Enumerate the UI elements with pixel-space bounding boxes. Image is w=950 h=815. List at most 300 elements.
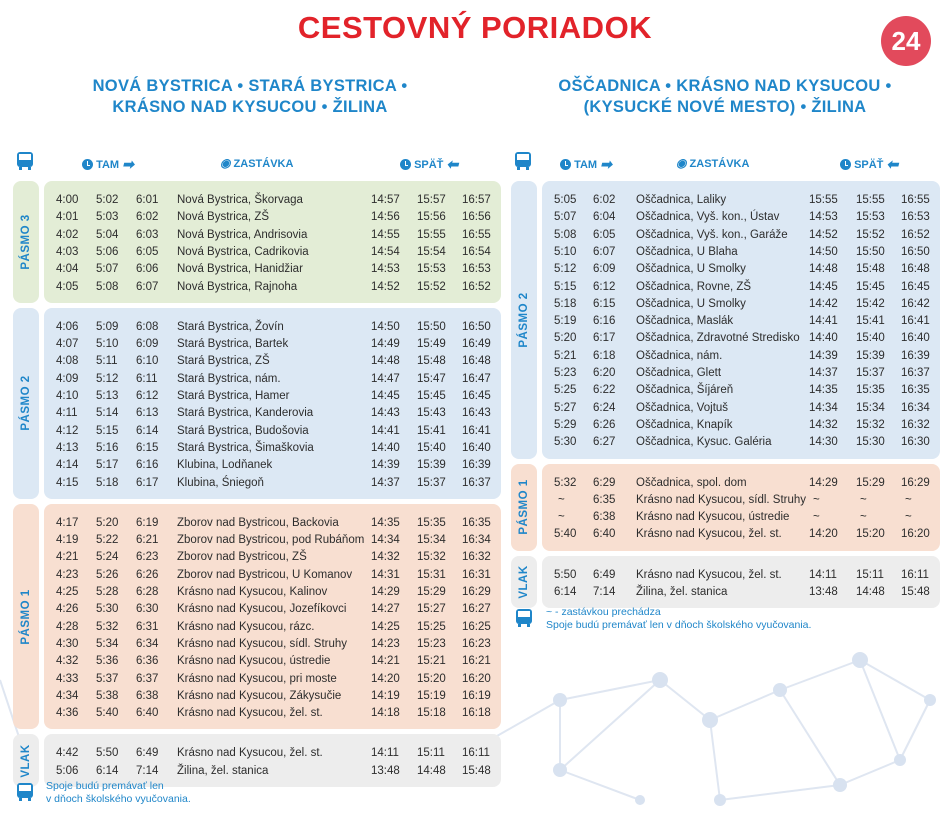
departure-time: 14:45: [371, 390, 400, 402]
departure-time: 16:42: [901, 297, 930, 310]
departure-time: 16:48: [901, 263, 930, 276]
departure-time: 6:49: [593, 568, 616, 581]
departure-time: 15:32: [856, 418, 885, 431]
departure-time: 6:02: [136, 211, 159, 224]
departure-time: 6:35: [593, 493, 616, 506]
departure-time: 15:30: [856, 436, 885, 449]
departure-time: 16:43: [462, 407, 491, 420]
departure-time: 14:42: [809, 297, 838, 310]
stop-name: Oščadnica, Laliky: [636, 194, 727, 206]
departure-time: 14:45: [809, 280, 838, 293]
departure-time: 5:13: [96, 390, 119, 402]
departure-time: 14:27: [371, 603, 400, 616]
departure-time: 5:04: [96, 228, 119, 241]
departure-time: 14:20: [371, 672, 400, 685]
departure-time: 5:20: [554, 332, 577, 345]
departure-time: 6:18: [593, 349, 616, 362]
departure-time: ~: [813, 493, 820, 506]
departure-time: 4:26: [56, 603, 79, 616]
departure-time: 15:45: [856, 280, 885, 293]
departure-time: 14:20: [809, 528, 838, 541]
departure-time: 15:50: [856, 245, 885, 258]
departure-time: ~: [558, 511, 565, 524]
table-row: [0, 636, 950, 653]
stop-name: Oščadnica, U Blaha: [636, 245, 738, 258]
departure-time: 15:37: [856, 367, 885, 379]
zone-label-text: PÁSMO 1: [20, 588, 32, 645]
stop-name: Oščadnica, Kysuc. Galéria: [636, 436, 772, 449]
zone-label-text: PÁSMO 2: [518, 292, 530, 348]
departure-time: 14:11: [809, 568, 837, 581]
departure-time: 15:53: [856, 211, 885, 224]
spat-header: SPÄŤ ⬅: [400, 156, 458, 173]
table-row: [0, 244, 950, 261]
departure-time: 15:40: [856, 332, 885, 345]
departure-time: 16:39: [462, 459, 491, 472]
departure-time: 4:36: [56, 707, 79, 720]
departure-time: 16:37: [901, 367, 930, 379]
stop-name: Nová Bystrica, Rajnoha: [177, 280, 298, 293]
departure-time: 7:14: [136, 764, 159, 777]
departure-time: 14:39: [809, 349, 838, 362]
departure-time: 14:56: [371, 211, 400, 224]
departure-time: 14:48: [417, 764, 446, 777]
departure-time: 14:49: [371, 338, 400, 351]
departure-time: 4:06: [56, 320, 79, 333]
stop-name: Oščadnica, Rovne, ZŠ: [636, 280, 752, 293]
departure-time: 15:19: [417, 689, 446, 702]
departure-time: 15:49: [417, 338, 446, 351]
departure-time: 14:54: [371, 245, 400, 258]
departure-time: 16:41: [462, 424, 491, 437]
arrow-left-icon: ⬅: [446, 156, 459, 172]
departure-time: 5:16: [96, 441, 119, 454]
departure-time: 6:38: [136, 689, 159, 702]
departure-time: 5:37: [96, 672, 119, 685]
departure-time: 14:40: [371, 441, 400, 454]
departure-time: 15:42: [856, 297, 885, 310]
departure-time: 15:55: [809, 194, 838, 206]
departure-time: 5:12: [96, 372, 119, 385]
departure-time: 16:41: [901, 315, 930, 328]
departure-time: 4:23: [56, 568, 79, 581]
departure-time: 16:23: [462, 637, 491, 650]
departure-time: 6:31: [136, 620, 159, 633]
left-route-line2: KRÁSNO NAD KYSUCOU • ŽILINA: [112, 98, 388, 116]
table-row: [0, 509, 950, 526]
departure-time: 16:25: [462, 620, 491, 633]
departure-time: 5:32: [96, 620, 119, 633]
departure-time: 16:34: [462, 534, 491, 547]
departure-time: 16:29: [462, 586, 491, 598]
departure-time: 6:28: [136, 586, 159, 598]
departure-time: 14:34: [809, 401, 838, 414]
table-row: [0, 584, 950, 601]
stop-name: Krásno nad Kysucou, žel. st.: [177, 707, 323, 720]
departure-time: 5:30: [96, 603, 119, 616]
departure-time: 14:50: [371, 320, 400, 333]
departure-time: 15:27: [417, 603, 446, 616]
departure-time: 6:06: [136, 263, 159, 276]
stop-name: Stará Bystrica, nám.: [177, 372, 281, 385]
location-pin-icon: ◉: [220, 156, 231, 170]
stop-name: Oščadnica, nám.: [636, 349, 723, 362]
departure-time: 14:37: [371, 476, 400, 489]
departure-time: 5:05: [554, 194, 577, 206]
departure-time: 14:52: [371, 280, 400, 293]
departure-time: 6:26: [593, 418, 616, 431]
departure-time: 5:21: [554, 349, 577, 362]
page-title: CESTOVNÝ PORIADOK: [297, 10, 653, 45]
stop-name: Oščadnica, spol. dom: [636, 476, 747, 489]
departure-time: 14:32: [371, 551, 400, 564]
stop-name: Stará Bystrica, Kanderovia: [177, 407, 314, 420]
departure-time: 6:36: [136, 655, 159, 668]
departure-time: 15:11: [856, 568, 884, 581]
departure-time: 5:06: [56, 764, 79, 777]
table-row: [0, 745, 950, 762]
departure-time: 16:27: [462, 603, 491, 616]
departure-time: 4:08: [56, 355, 79, 368]
departure-time: 16:37: [462, 476, 491, 489]
stop-name: Krásno nad Kysucou, sídl. Struhy: [177, 637, 348, 650]
departure-time: 15:45: [417, 390, 446, 402]
table-row: [0, 492, 950, 509]
departure-time: 4:10: [56, 390, 79, 402]
departure-time: 4:09: [56, 372, 79, 385]
arrow-left-icon: ⬅: [886, 156, 899, 172]
departure-time: 6:21: [136, 534, 159, 547]
departure-time: 15:57: [417, 194, 446, 206]
departure-time: 6:22: [593, 384, 616, 397]
stop-name: Stará Bystrica, Hamer: [177, 390, 290, 402]
departure-time: 16:18: [462, 707, 491, 720]
table-row: [0, 400, 950, 417]
departure-time: 6:27: [593, 436, 616, 449]
departure-time: 4:11: [56, 407, 78, 420]
departure-time: 15:52: [417, 280, 446, 293]
departure-time: 15:41: [856, 315, 885, 328]
departure-time: 13:48: [371, 764, 400, 777]
table-row: [0, 475, 950, 492]
right-route-line2: (KYSUCKÉ NOVÉ MESTO) • ŽILINA: [583, 98, 867, 116]
right-table-header: [0, 152, 950, 174]
right-note: [546, 606, 811, 632]
departure-time: 15:52: [856, 228, 885, 241]
school-bus-icon: [14, 781, 36, 803]
departure-time: 15:34: [856, 401, 885, 414]
zone-label-text: VLAK: [20, 744, 32, 778]
departure-time: 16:55: [462, 228, 491, 241]
stop-name: Zborov nad Bystricou, ZŠ: [177, 551, 307, 564]
departure-time: 4:03: [56, 245, 79, 258]
stop-name: Stará Bystrica, Bartek: [177, 338, 289, 351]
left-route-title: [40, 76, 460, 118]
stop-name: Krásno nad Kysucou, pri moste: [177, 672, 337, 685]
departure-time: 4:05: [56, 280, 79, 293]
departure-time: 5:06: [96, 245, 119, 258]
departure-time: 5:12: [554, 263, 577, 276]
departure-time: 16:31: [462, 568, 491, 581]
stop-name: Klubina, Śniegoň: [177, 476, 264, 489]
departure-time: 4:12: [56, 424, 79, 437]
clock-icon: [840, 159, 851, 170]
departure-time: 5:34: [96, 637, 119, 650]
departure-time: 4:32: [56, 655, 79, 668]
departure-time: 14:25: [371, 620, 400, 633]
stop-name: Zborov nad Bystricou, pod Rubáňom: [177, 534, 365, 547]
left-note-line1: Spoje budú premávať len: [46, 780, 164, 792]
departure-time: 5:07: [554, 211, 577, 224]
stop-name: Krásno nad Kysucou, sídl. Struhy: [636, 493, 807, 506]
departure-time: 5:08: [96, 280, 119, 293]
stop-name: Žilina, žel. stanica: [636, 586, 728, 598]
departure-time: ~: [813, 511, 820, 524]
departure-time: 5:32: [554, 476, 577, 489]
departure-time: 6:01: [136, 194, 159, 206]
departure-time: 14:47: [371, 372, 400, 385]
departure-time: 4:25: [56, 586, 79, 598]
departure-time: 4:33: [56, 672, 79, 685]
departure-time: 16:20: [462, 672, 491, 685]
departure-time: 15:48: [901, 586, 930, 598]
departure-time: 5:40: [554, 528, 577, 541]
stop-name: Žilina, žel. stanica: [177, 764, 269, 777]
stop-name: Oščadnica, Šíjáreň: [636, 384, 734, 397]
departure-time: 16:49: [462, 338, 491, 351]
right-note-line1: ~ - zastávkou prechádza: [546, 606, 661, 618]
departure-time: 15:23: [417, 637, 446, 650]
departure-time: 15:18: [417, 707, 446, 720]
departure-time: 14:53: [809, 211, 838, 224]
departure-time: 6:07: [593, 245, 616, 258]
departure-time: 15:20: [417, 672, 446, 685]
departure-time: 14:52: [809, 228, 838, 241]
stop-name: Krásno nad Kysucou, žel. st.: [636, 528, 782, 541]
stop-name: Krásno nad Kysucou, rázc.: [177, 620, 315, 633]
departure-time: 16:21: [462, 655, 491, 668]
departure-time: 6:16: [136, 459, 159, 472]
departure-time: ~: [558, 493, 565, 506]
departure-time: 14:55: [371, 228, 400, 241]
stop-name: Krásno nad Kysucou, ústredie: [177, 655, 331, 668]
departure-time: 16:53: [901, 211, 930, 224]
stop-name: Krásno nad Kysucou, Kalinov: [177, 586, 328, 598]
stop-name: Oščadnica, Knapík: [636, 418, 733, 431]
departure-time: 14:48: [809, 263, 838, 276]
departure-time: 4:15: [56, 476, 79, 489]
departure-time: 16:57: [462, 194, 491, 206]
table-row: [0, 567, 950, 584]
left-route-line1: NOVÁ BYSTRICA • STARÁ BYSTRICA •: [92, 77, 408, 95]
right-note-line2: Spoje budú premávať len v dňoch školského vyučovania.: [546, 619, 812, 631]
left-note-line2: v dňoch školského vyučovania.: [46, 793, 191, 805]
departure-time: 5:24: [96, 551, 119, 564]
departure-time: 6:15: [136, 441, 159, 454]
departure-time: 5:08: [554, 228, 577, 241]
departure-time: 16:39: [901, 349, 930, 362]
departure-time: 5:09: [96, 320, 119, 333]
departure-time: 5:07: [96, 263, 119, 276]
departure-time: 15:55: [856, 194, 885, 206]
table-row: [0, 365, 950, 382]
stop-name: Nová Bystrica, Škorvaga: [177, 194, 303, 206]
departure-time: 16:19: [462, 689, 491, 702]
departure-time: 14:23: [371, 637, 400, 650]
departure-time: 5:22: [96, 534, 119, 547]
table-row: [0, 261, 950, 278]
departure-time: 16:40: [462, 441, 491, 454]
table-row: [0, 526, 950, 543]
table-row: [0, 209, 950, 226]
departure-time: 15:47: [417, 372, 446, 385]
stop-name: Krásno nad Kysucou, Zákysučie: [177, 689, 342, 702]
departure-time: 16:52: [462, 280, 491, 293]
departure-time: 6:10: [136, 355, 159, 368]
departure-time: 5:23: [554, 367, 577, 379]
departure-time: 15:41: [417, 424, 446, 437]
stop-name: Oščadnica, U Smolky: [636, 263, 746, 276]
departure-time: 16:48: [462, 355, 491, 368]
departure-time: 16:53: [462, 263, 491, 276]
table-row: [0, 671, 950, 688]
departure-time: 14:19: [371, 689, 400, 702]
departure-time: 6:05: [136, 245, 159, 258]
departure-time: 15:21: [417, 655, 446, 668]
departure-time: 4:14: [56, 459, 79, 472]
stop-header: ◉ ZASTÁVKA: [220, 156, 294, 170]
departure-time: 15:34: [417, 534, 446, 547]
departure-time: 16:11: [462, 747, 490, 760]
departure-time: 5:15: [96, 424, 119, 437]
departure-time: 5:30: [554, 436, 577, 449]
departure-time: 15:32: [417, 551, 446, 564]
departure-time: 6:49: [136, 747, 159, 760]
table-row: [0, 296, 950, 313]
stop-name: Oščadnica, Glett: [636, 367, 722, 379]
stop-name: Krásno nad Kysucou, žel. st.: [636, 568, 782, 581]
departure-time: 6:17: [593, 332, 616, 345]
spat-header: SPÄŤ ⬅: [840, 156, 898, 173]
departure-time: 6:40: [136, 707, 159, 720]
departure-time: 5:50: [96, 747, 119, 760]
departure-time: 5:29: [554, 418, 577, 431]
departure-time: 14:40: [809, 332, 838, 345]
departure-time: 16:29: [901, 476, 930, 489]
table-row: [0, 763, 950, 780]
departure-time: 14:29: [809, 476, 838, 489]
departure-time: 15:31: [417, 568, 446, 581]
departure-time: 6:12: [593, 280, 616, 293]
departure-time: 4:07: [56, 338, 79, 351]
stop-name: Oščadnica, Zdravotné Stredisko: [636, 332, 800, 345]
departure-time: 15:53: [417, 263, 446, 276]
departure-time: 15:43: [417, 407, 446, 420]
departure-time: 6:40: [593, 528, 616, 541]
right-route-line1: OŠČADNICA • KRÁSNO NAD KYSUCOU •: [558, 77, 892, 95]
stop-name: Klubina, Lodňanek: [177, 459, 273, 472]
zone-label-text: PÁSMO 2: [20, 375, 32, 431]
stop-name: Zborov nad Bystricou, U Komanov: [177, 568, 353, 581]
departure-time: 5:25: [554, 384, 577, 397]
departure-time: 7:14: [593, 586, 616, 598]
table-row: [0, 330, 950, 347]
departure-time: 5:19: [554, 315, 577, 328]
stop-name: Krásno nad Kysucou, ústredie: [636, 511, 790, 524]
right-route-title: [520, 76, 930, 118]
departure-time: 6:03: [136, 228, 159, 241]
departure-time: 15:39: [417, 459, 446, 472]
departure-time: 14:30: [809, 436, 838, 449]
departure-time: 16:50: [901, 245, 930, 258]
departure-time: 14:11: [371, 747, 399, 760]
departure-time: 16:50: [462, 320, 491, 333]
departure-time: 16:55: [901, 194, 930, 206]
departure-time: 14:18: [371, 707, 400, 720]
departure-time: 14:50: [809, 245, 838, 258]
departure-time: 5:02: [96, 194, 119, 206]
departure-time: 6:14: [96, 764, 119, 777]
departure-time: 4:13: [56, 441, 79, 454]
departure-time: 6:16: [593, 315, 616, 328]
table-row: [0, 348, 950, 365]
departure-time: 16:30: [901, 436, 930, 449]
departure-time: 5:26: [96, 568, 119, 581]
departure-time: 15:25: [417, 620, 446, 633]
departure-time: 4:00: [56, 194, 79, 206]
tam-header: TAM ➡: [82, 156, 134, 173]
departure-time: 15:48: [417, 355, 446, 368]
departure-time: 4:01: [56, 211, 79, 224]
table-row: [0, 192, 950, 209]
departure-time: ~: [860, 511, 867, 524]
departure-time: 14:29: [371, 586, 400, 598]
zone-label-text: PÁSMO 3: [20, 214, 32, 270]
departure-time: 5:38: [96, 689, 119, 702]
departure-time: 14:34: [371, 534, 400, 547]
departure-time: 6:11: [136, 372, 158, 385]
stop-name: Zborov nad Bystricou, Backovia: [177, 516, 339, 529]
departure-time: 15:35: [417, 516, 446, 529]
departure-time: 4:30: [56, 637, 79, 650]
departure-time: 5:50: [554, 568, 577, 581]
arrow-right-icon: ➡: [600, 156, 612, 172]
departure-time: 4:34: [56, 689, 79, 702]
departure-time: 5:28: [96, 586, 119, 598]
arrow-right-icon: ➡: [122, 156, 134, 172]
departure-time: 16:32: [901, 418, 930, 431]
departure-time: 6:34: [136, 637, 159, 650]
stop-name: Oščadnica, Vyš. kon., Garáže: [636, 228, 788, 241]
departure-time: 6:13: [136, 407, 159, 420]
stop-name: Stará Bystrica, ZŠ: [177, 355, 270, 368]
departure-time: 16:40: [901, 332, 930, 345]
departure-time: 15:48: [856, 263, 885, 276]
departure-time: 15:29: [417, 586, 446, 598]
departure-time: 15:29: [856, 476, 885, 489]
zone-label-text: VLAK: [518, 565, 530, 599]
departure-time: 16:11: [901, 568, 929, 581]
departure-time: 6:07: [136, 280, 159, 293]
departure-time: 16:45: [462, 390, 491, 402]
departure-time: 14:35: [809, 384, 838, 397]
stop-name: Oščadnica, Vojtuš: [636, 401, 729, 414]
departure-time: 6:12: [136, 390, 159, 402]
departure-time: 5:17: [96, 459, 119, 472]
departure-time: 4:21: [56, 551, 79, 564]
departure-time: 16:34: [901, 401, 930, 414]
stop-name: Stará Bystrica, Šimaškovia: [177, 441, 314, 454]
